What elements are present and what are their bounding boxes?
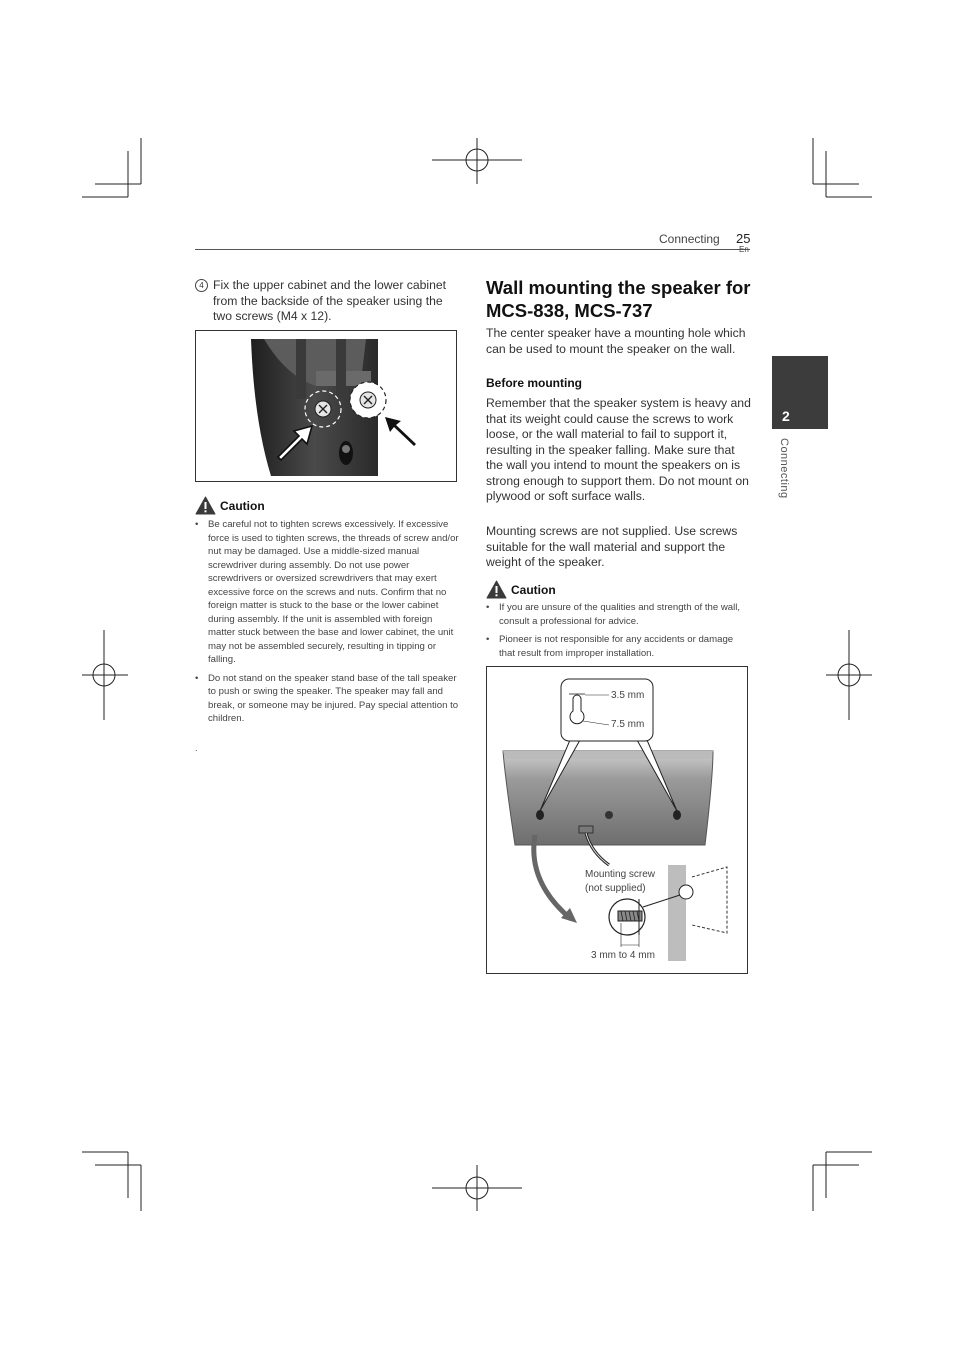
gap-label: 3 mm to 4 mm (591, 950, 655, 961)
caution-icon (486, 580, 507, 599)
caution-heading-right: Caution (511, 583, 556, 597)
chapter-number: 2 (782, 408, 790, 424)
list-item: • Pioneer is not responsible for any accidents or damage that result from improper installation. (486, 633, 748, 660)
warning-paragraph: Remember that the speaker system is heavy and that its weight could cause the screws to work loose, or the wall material to fail to support it, resulting in the speaker falling. Make sure that the wall you intend to mount the speakers on is strong enough to support them. Do not mount on plywood or soft surface walls. (486, 396, 751, 503)
cabinet-screw-figure (195, 330, 457, 482)
caution-list (195, 518, 459, 731)
step-number: 4 (195, 279, 208, 292)
screws-paragraph: Mounting screws are not supplied. Use screws suitable for the wall material and support the weight of the speaker. (486, 524, 738, 569)
hole-width-label: 3.5 mm (611, 690, 645, 701)
step-4 (195, 278, 457, 325)
hole-height-label: 7.5 mm (611, 719, 645, 730)
list-item: • Be careful not to tighten screws excessively. If excessive force is used to tighten screws, the threads of screw and/or nut may be damaged. Use a middle-sized manual screwdriver during assembly. Do not use power screwdrivers or oversized screwdrivers that may exert excessive force on the screws and nuts. Confirm that no foreign matter is stuck to the base or the lower cabinet during assembly. If the unit is assembled with foreign matter stuck between the base and lower cabinet, the unit may not be assembled securely, resulting in tipping or falling. (195, 518, 459, 667)
page-title: Wall mounting the speaker for MCS-838, MCS-737 (486, 277, 751, 321)
wall-mount-figure (486, 666, 748, 974)
caution-heading: Caution (220, 499, 265, 513)
intro-paragraph: The center speaker have a mounting hole which can be used to mount the speaker on the wall. (486, 326, 746, 356)
header-section-label: Connecting (659, 232, 720, 246)
list-item: • Do not stand on the speaker stand base of the tall speaker to push or swing the speaker. The speaker may fall and break, or someone may be injured. Pay special attention to children. (195, 672, 459, 726)
screw-label: Mounting screw (585, 869, 656, 880)
screw-note: (not supplied) (585, 883, 646, 894)
header-rule (195, 249, 750, 250)
cabinet-screw-illustration (196, 331, 457, 482)
step-text: Fix the upper cabinet and the lower cabinet from the backside of the speaker using the two screws (M4 x 12). (213, 278, 447, 324)
list-item: • If you are unsure of the qualities and strength of the wall, consult a professional for advice. (486, 601, 748, 628)
chapter-tab (772, 356, 828, 429)
page-number: 25 (736, 231, 751, 246)
chapter-tab-label: Connecting (778, 438, 790, 499)
before-mounting-heading: Before mounting (486, 376, 582, 390)
caution-list-right (486, 601, 748, 665)
screw-right (350, 382, 386, 418)
stray-mark: . (195, 743, 198, 753)
caution-icon (195, 496, 216, 515)
wall-mount-illustration (487, 667, 748, 974)
